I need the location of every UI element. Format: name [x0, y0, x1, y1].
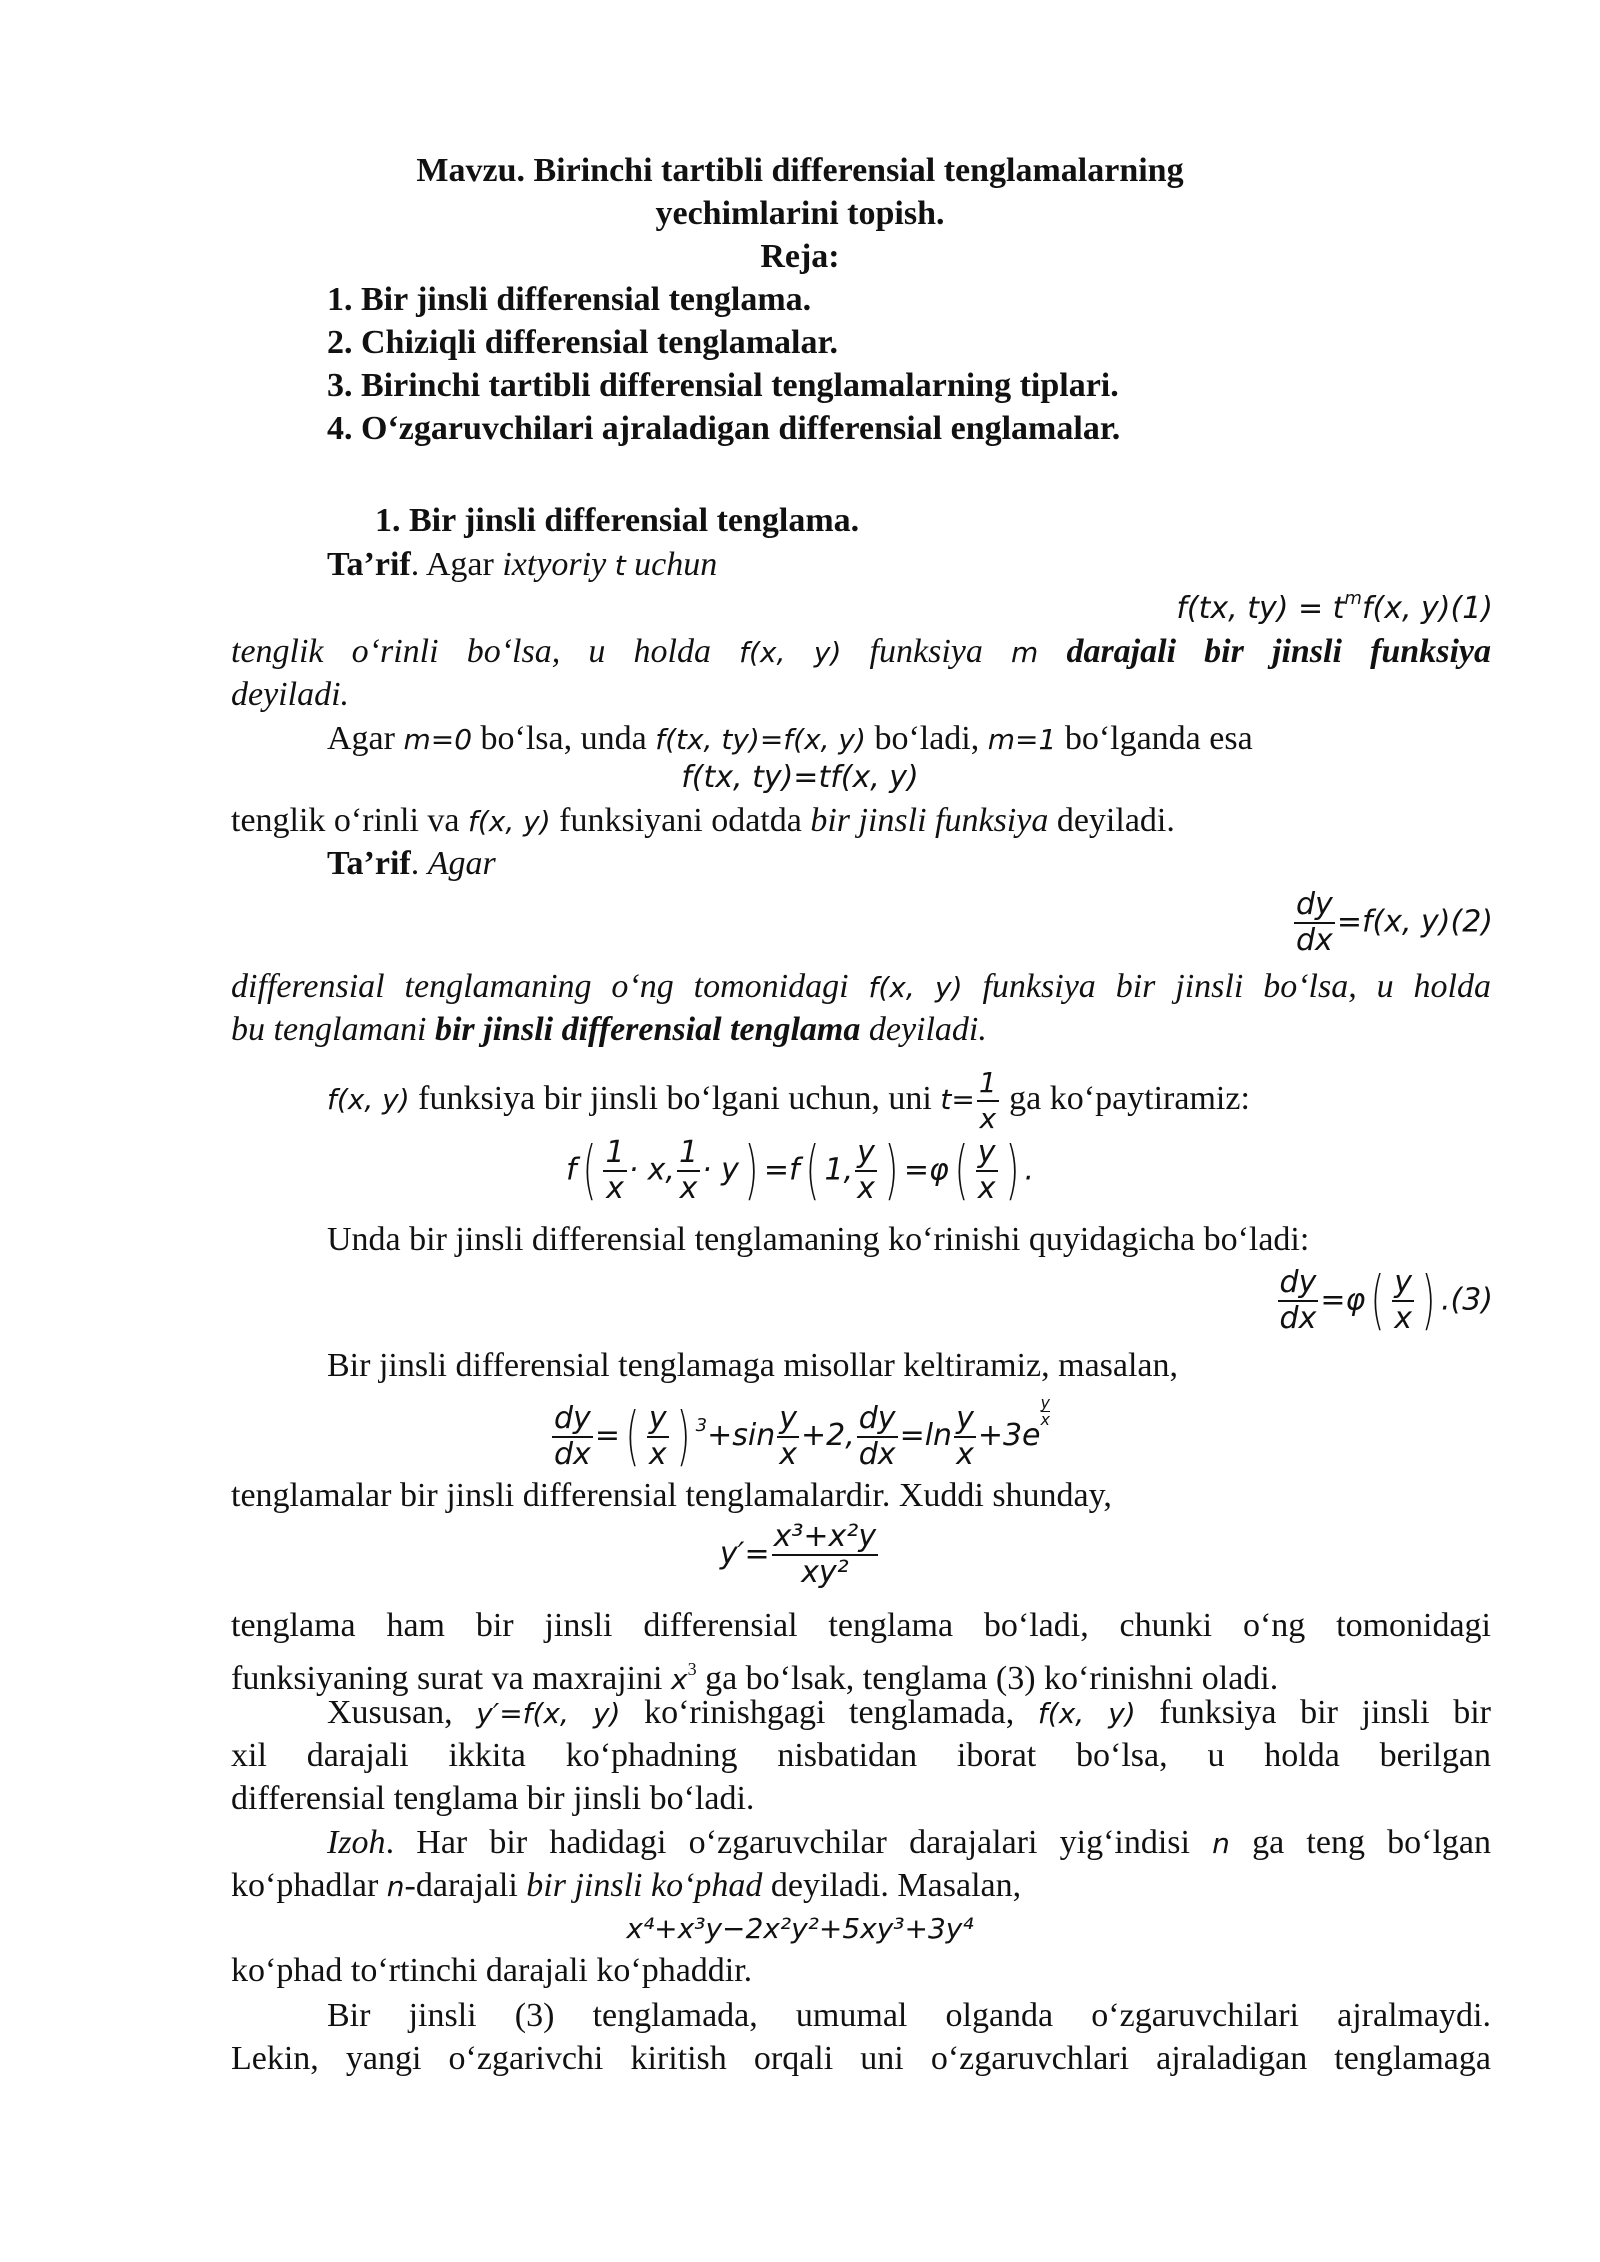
last-paragraph-line-2: Lekin, yangi o‘zgarivchi kiritish orqali uni o‘zgaruvchlari ajraladigan tenglamaga [231, 2040, 1491, 2077]
substitution-line: f(x, y) funksiya bir jinsli bo‘lgani uchun, uni t= $\frac{1}{x}$ ga ko‘paytiramiz: [327, 1066, 1250, 1135]
m-cases-line-1: Agar m=0 bo‘lsa, unda f(tx, ty)=f(x, y) bo‘ladi, m=1 bo‘lganda esa [327, 720, 1253, 757]
plan-item-2: 2. Chiziqli differensial tenglamalar. [327, 324, 838, 361]
form-line: Unda bir jinsli differensial tenglamaning ko‘rinishi quyidagicha bo‘ladi: [327, 1221, 1310, 1258]
plan-heading: Reja: [760, 238, 840, 275]
examples-equation: $\frac{dy}{dx}$ =( $\frac{y}{x}$ ) $^3$+sin $\frac{y}{x}$ +2, $\frac{dy}{dx}$ =ln $\frac{y}{x}$ +3e $\frac{y}{x}$ [554, 1393, 1050, 1474]
xususan-line-1: Xususan, y′=f(x, y) ko‘rinishgagi tenglamada, f(x, y) funksiya bir jinsli bir [327, 1694, 1491, 1731]
title-line-2: yechimlarini topish. [655, 195, 945, 232]
section-heading: 1. Bir jinsli differensial tenglama. [375, 502, 860, 539]
definition-label: Ta’rif [327, 845, 411, 882]
equation-1: f(tx, $ty) = t^mf(x$, y)(1) [1176, 588, 1493, 626]
definition-2-line-2: differensial tenglamaning o‘ng tomonidagi f(x, y) funksiya bir jinsli bo‘lsa, u holda [231, 968, 1492, 1005]
last-paragraph-line-1: Bir jinsli (3) tenglamada, umumal olganda o‘zgaruvchilari ajralmaydi. [327, 1997, 1491, 2034]
title-line-1: Mavzu. Birinchi tartibli differensial tenglamalarning [416, 152, 1184, 189]
definition-1-intro: Ta’rif. Agar ixtyoriy t uchun [327, 546, 718, 583]
xususan-line-2: xil darajali ikkita ko‘phadning nisbatidan iborat bo‘lsa, u holda berilgan [231, 1737, 1491, 1774]
izoh-line-3: ko‘phad to‘rtinchi darajali ko‘phaddir. [231, 1952, 753, 1989]
definition-1-line-2: tenglik o‘rinli bo‘lsa, u holda f(x, y) funksiya m darajali bir jinsli funksiya [231, 633, 1491, 670]
xususan-line-3: differensial tenglama bir jinsli bo‘ladi. [231, 1780, 755, 1817]
definition-label: Ta’rif [327, 546, 411, 583]
definition-2-line-3: bu tenglamani bir jinsli differensial tenglama deyiladi. [231, 1011, 987, 1048]
m-cases-line-3: tenglik o‘rinli va f(x, y) funksiyani odatda bir jinsli funksiya deyiladi. [231, 802, 1175, 839]
after-line-1: tenglama ham bir jinsli differensial tenglama bo‘ladi, chunki o‘ng tomonidagi [231, 1607, 1491, 1644]
examples-line-2: tenglamalar bir jinsli differensial tenglamalardir. Xuddi shunday, [231, 1477, 1112, 1514]
plan-item-4: 4. O‘zgaruvchilari ajraladigan differensial englamalar. [327, 410, 1121, 447]
izoh-line-1: Izoh. Har bir hadidagi o‘zgaruvchilar darajalari yig‘indisi n ga teng bo‘lgan [327, 1824, 1491, 1861]
polynomial-example: x⁴+x³y−2x²y²+5xy³+3y⁴ [626, 1912, 974, 1945]
definition-2-intro: Ta’rif. Agar [327, 845, 496, 882]
plan-item-1: 1. Bir jinsli differensial tenglama. [327, 281, 812, 318]
example-equation-fraction: y′= $\frac{\text{x³+x²y}}{\text{xy²}}$ [719, 1519, 877, 1590]
equation-3: $\frac{dy}{dx}$ =φ( $\frac{y}{x}$ ) .(3) [1279, 1264, 1493, 1338]
equation-homogeneous-1: f(tx, ty)=tf(x, y) [681, 760, 919, 795]
definition-1-line-3: deyiladi. [231, 676, 350, 713]
plan-item-3: 3. Birinchi tartibli differensial tenglamalarning tiplari. [327, 367, 1119, 404]
examples-intro: Bir jinsli differensial tenglamaga misollar keltiramiz, masalan, [327, 1347, 1179, 1384]
izoh-line-2: ko‘phadlar n-darajali bir jinsli ko‘phad deyiladi. Masalan, [231, 1867, 1022, 1904]
substitution-equation: f( $\frac{1}{x}$ · x, $\frac{1}{x}$ · y) =f( 1, $\frac{y}{x}$ ) =φ( $\frac{y}{x}$ ) . [565, 1134, 1035, 1208]
equation-2: $\frac{dy}{dx}$ =f(x, y)(2) [1296, 887, 1493, 958]
after-line-2: funksiyaning surat va maxrajini $x^3$ ga bo‘lsak, tenglama (3) ko‘rinishni oladi. [231, 1659, 1279, 1697]
